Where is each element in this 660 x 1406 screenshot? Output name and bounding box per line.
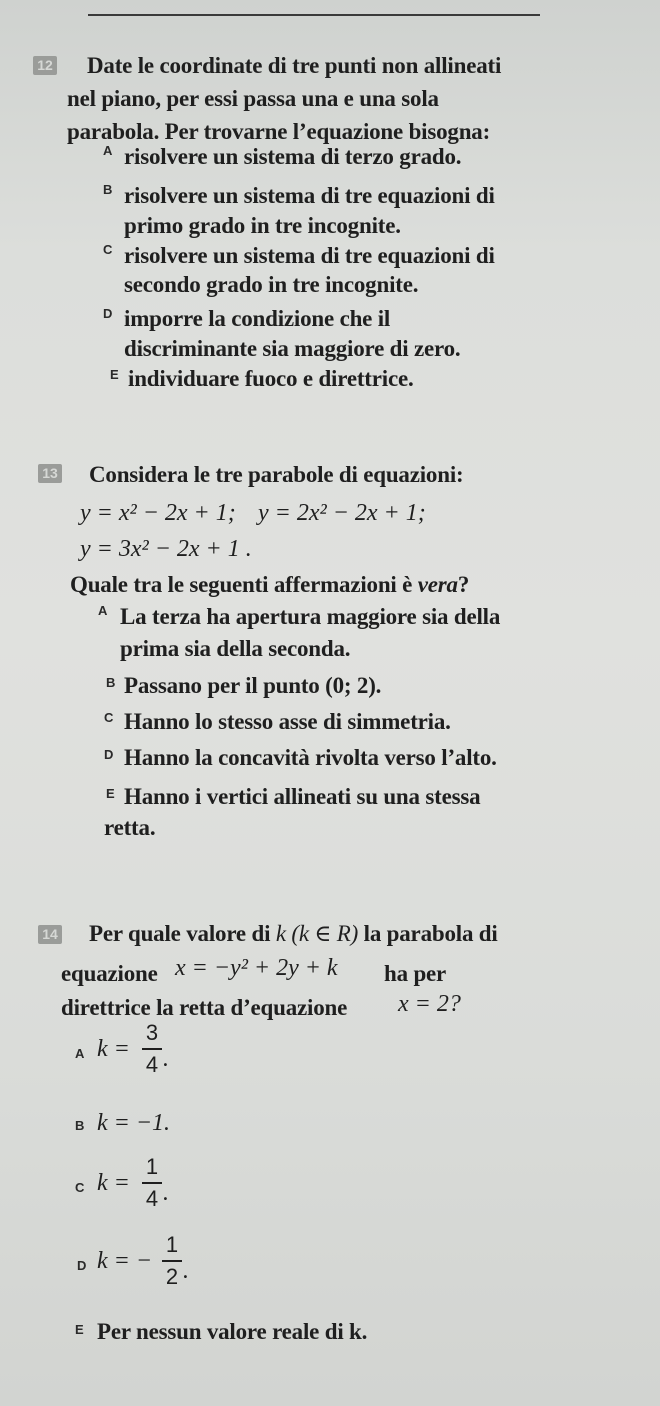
- option-a-text[interactable]: prima sia della seconda.: [120, 636, 351, 661]
- option-letter: D: [104, 747, 114, 762]
- option-letter: A: [103, 143, 113, 158]
- equation-3: y = 3x² − 2x + 1 .: [80, 536, 252, 562]
- question-text: Quale tra le seguenti affermazioni è: [70, 572, 418, 597]
- question-line: [70, 572, 469, 598]
- stem-line: direttrice la retta d’equazione: [61, 995, 348, 1020]
- option-letter: E: [75, 1322, 84, 1337]
- fraction-numerator: 1: [165, 1232, 179, 1257]
- stem-line: equazione: [61, 961, 158, 986]
- stem-line: parabola. Per trovarne l’equazione bisogna:: [67, 119, 491, 144]
- fraction-denominator: 2: [165, 1264, 179, 1289]
- fraction-bar: [162, 1260, 182, 1262]
- option-a-suffix: .: [163, 1046, 169, 1072]
- question-mark: ?: [457, 572, 470, 597]
- option-letter: E: [110, 367, 119, 382]
- option-c-text[interactable]: Hanno lo stesso asse di simmetria.: [124, 709, 451, 734]
- option-d-text[interactable]: discriminante sia maggiore di zero.: [124, 336, 461, 361]
- option-letter: C: [75, 1180, 85, 1195]
- directrix-equation: x = 2?: [398, 991, 461, 1017]
- top-rule: [88, 14, 540, 16]
- option-d-text[interactable]: imporre la condizione che il: [124, 306, 391, 331]
- equation-1: y = x² − 2x + 1;: [80, 500, 236, 526]
- option-c-text[interactable]: risolvere un sistema di tre equazioni di: [124, 243, 495, 268]
- stem-text: Per quale valore di: [89, 921, 276, 946]
- option-e-text[interactable]: retta.: [104, 815, 156, 840]
- option-a-fraction[interactable]: [142, 1020, 162, 1078]
- option-e-text[interactable]: Hanno i vertici allineati su una stessa: [124, 784, 481, 809]
- stem-line: nel piano, per essi passa una e una sola: [67, 86, 439, 111]
- question-number: 14: [38, 925, 62, 944]
- option-b-text[interactable]: Passano per il punto (0; 2).: [124, 673, 382, 698]
- option-c-prefix[interactable]: k =: [97, 1170, 130, 1196]
- option-letter: B: [106, 675, 116, 690]
- stem-math: k (k ∈ R): [275, 921, 359, 946]
- option-letter: C: [103, 242, 113, 257]
- option-e-text[interactable]: individuare fuoco e direttrice.: [128, 366, 414, 391]
- question-number: 12: [33, 56, 57, 75]
- option-c-text[interactable]: secondo grado in tre incognite.: [124, 272, 419, 297]
- option-letter: D: [77, 1258, 87, 1273]
- fraction-numerator: 1: [145, 1154, 159, 1179]
- option-letter: A: [98, 603, 108, 618]
- option-letter: B: [75, 1118, 85, 1133]
- option-c-fraction[interactable]: [142, 1154, 162, 1212]
- stem-line: Date le coordinate di tre punti non allineati: [87, 53, 502, 78]
- option-letter: B: [103, 182, 113, 197]
- fraction-bar: [142, 1048, 162, 1050]
- option-b-text[interactable]: risolvere un sistema di tre equazioni di: [124, 183, 495, 208]
- option-b-text[interactable]: k = −1.: [97, 1110, 171, 1136]
- stem-text: la parabola di: [358, 921, 498, 946]
- stem-line: ha per: [384, 961, 447, 986]
- question-number: 13: [38, 464, 62, 483]
- stem-line: [89, 921, 498, 947]
- option-d-fraction[interactable]: [162, 1232, 182, 1290]
- option-a-prefix[interactable]: k =: [97, 1036, 130, 1062]
- option-c-suffix: .: [163, 1180, 169, 1206]
- option-letter: A: [75, 1046, 85, 1061]
- option-a-text[interactable]: La terza ha apertura maggiore sia della: [120, 604, 501, 629]
- stem-line: Considera le tre parabole di equazioni:: [89, 462, 464, 487]
- parabola-equation: x = −y² + 2y + k: [175, 955, 338, 981]
- question-emphasis: vera: [417, 572, 458, 597]
- option-letter: D: [103, 306, 113, 321]
- fraction-denominator: 4: [145, 1186, 159, 1211]
- option-d-text[interactable]: Hanno la concavità rivolta verso l’alto.: [124, 745, 497, 770]
- option-letter: E: [106, 786, 115, 801]
- option-d-prefix[interactable]: k = −: [97, 1248, 153, 1274]
- option-e-text[interactable]: Per nessun valore reale di k.: [97, 1319, 368, 1344]
- fraction-numerator: 3: [145, 1020, 159, 1045]
- fraction-denominator: 4: [145, 1052, 159, 1077]
- fraction-bar: [142, 1182, 162, 1184]
- option-b-text[interactable]: primo grado in tre incognite.: [124, 213, 401, 238]
- option-d-suffix: .: [183, 1258, 189, 1284]
- option-a-text[interactable]: risolvere un sistema di terzo grado.: [124, 144, 462, 169]
- option-letter: C: [104, 710, 114, 725]
- equation-2: y = 2x² − 2x + 1;: [258, 500, 426, 526]
